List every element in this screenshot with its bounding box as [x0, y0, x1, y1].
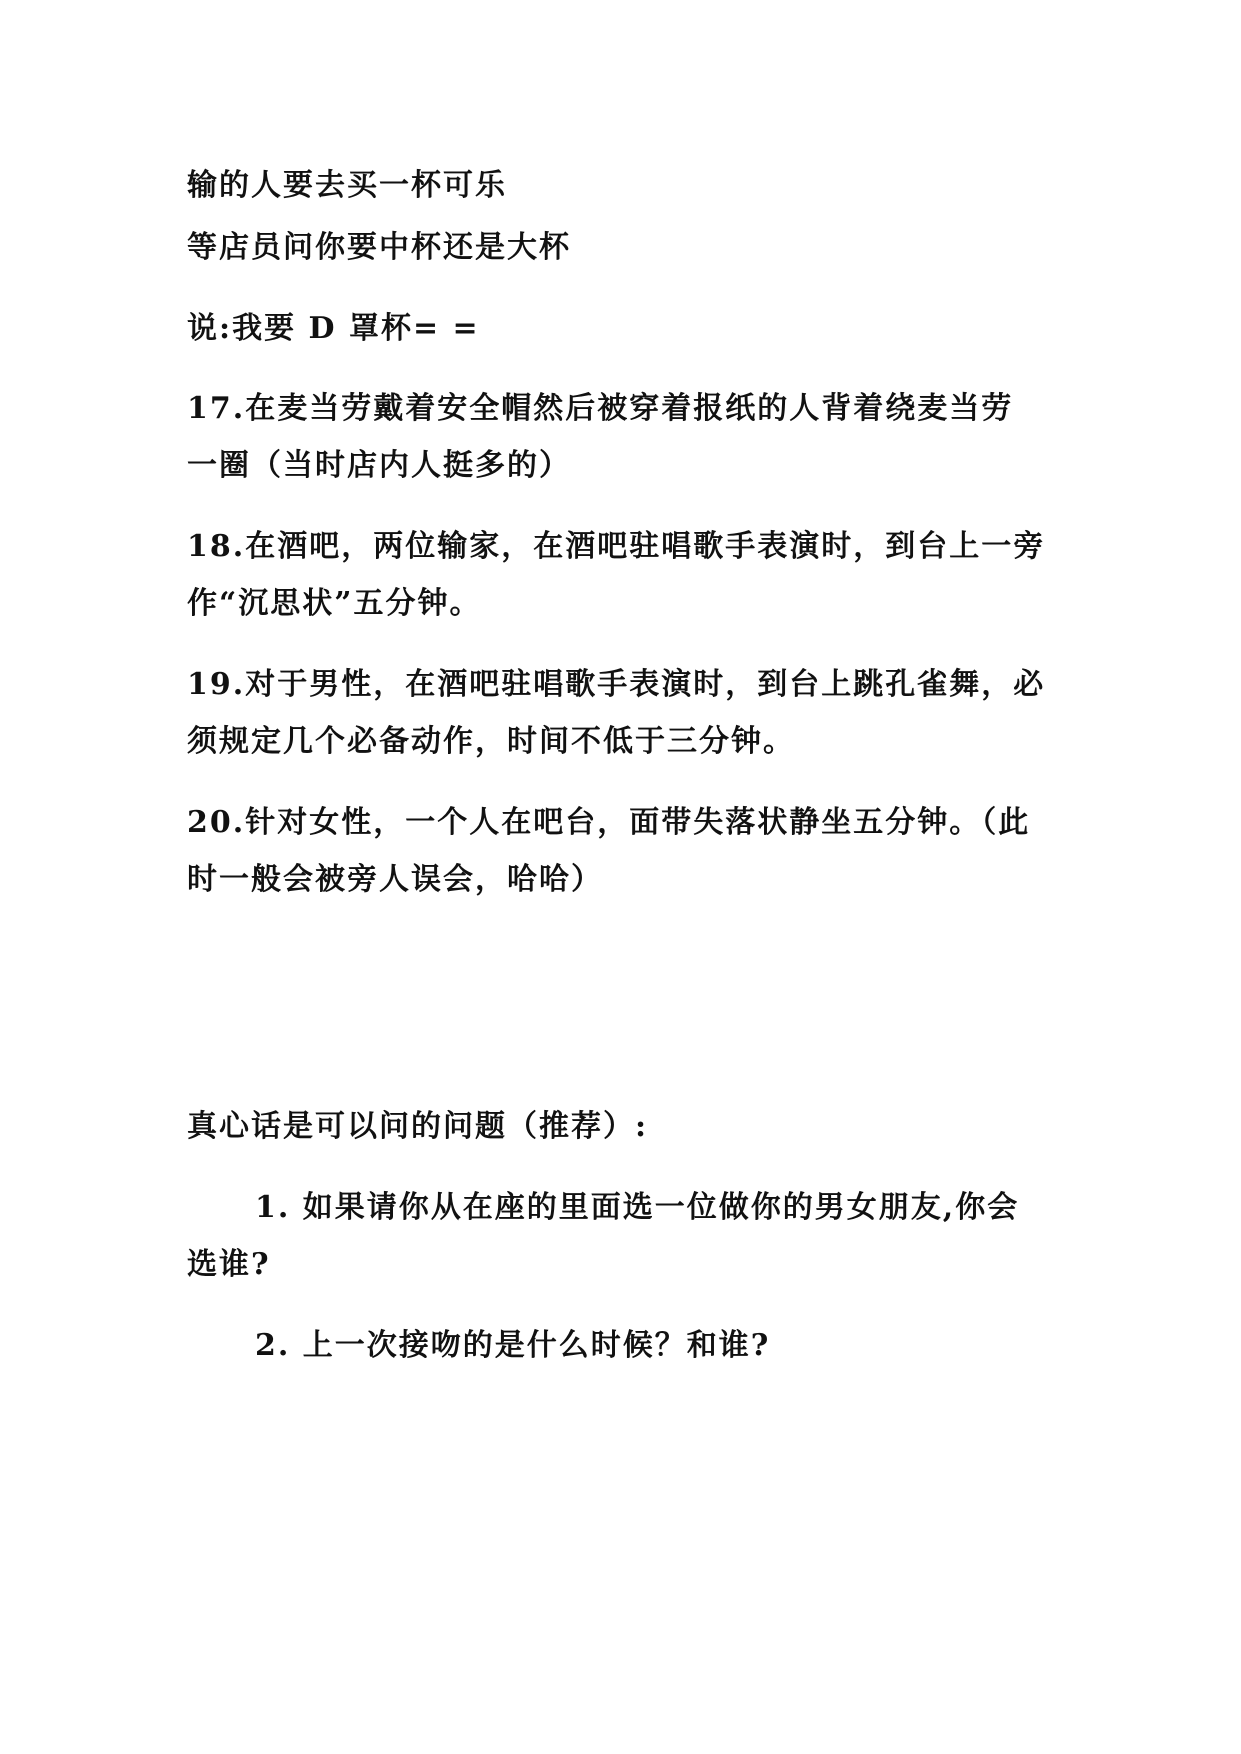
item-17-line-1: 17.在麦当劳戴着安全帽然后被穿着报纸的人背着绕麦当劳 [187, 391, 1014, 426]
item-19-line-2: 须规定几个必备动作，时间不低于三分钟。 [187, 724, 795, 759]
item-19-line-1: 19.对于男性，在酒吧驻唱歌手表演时，到台上跳孔雀舞，必 [187, 667, 1046, 702]
item-20-line-1: 20.针对女性，一个人在吧台，面带失落状静坐五分钟。（此 [187, 805, 1031, 840]
question-1-line-2: 选谁? [187, 1247, 271, 1282]
text-line-loser-buy-cola: 输的人要去买一杯可乐 [187, 168, 507, 203]
question-2: 2. 上一次接吻的是什么时候？和谁? [255, 1328, 771, 1363]
item-18-line-1: 18.在酒吧，两位输家，在酒吧驻唱歌手表演时，到台上一旁 [187, 529, 1046, 564]
item-18-line-2: 作“沉思状”五分钟。 [187, 586, 482, 621]
text-line-d-cup: 说:我要 D 罩杯= = [187, 311, 480, 346]
item-20-line-2: 时一般会被旁人误会，哈哈） [187, 862, 603, 897]
item-17-line-2: 一圈（当时店内人挺多的） [187, 448, 571, 483]
truth-section-heading: 真心话是可以问的问题（推荐）: [187, 1109, 649, 1144]
question-1-line-1: 1. 如果请你从在座的里面选一位做你的男女朋友,你会 [255, 1190, 1020, 1225]
text-line-clerk-asks-size: 等店员问你要中杯还是大杯 [187, 230, 571, 265]
